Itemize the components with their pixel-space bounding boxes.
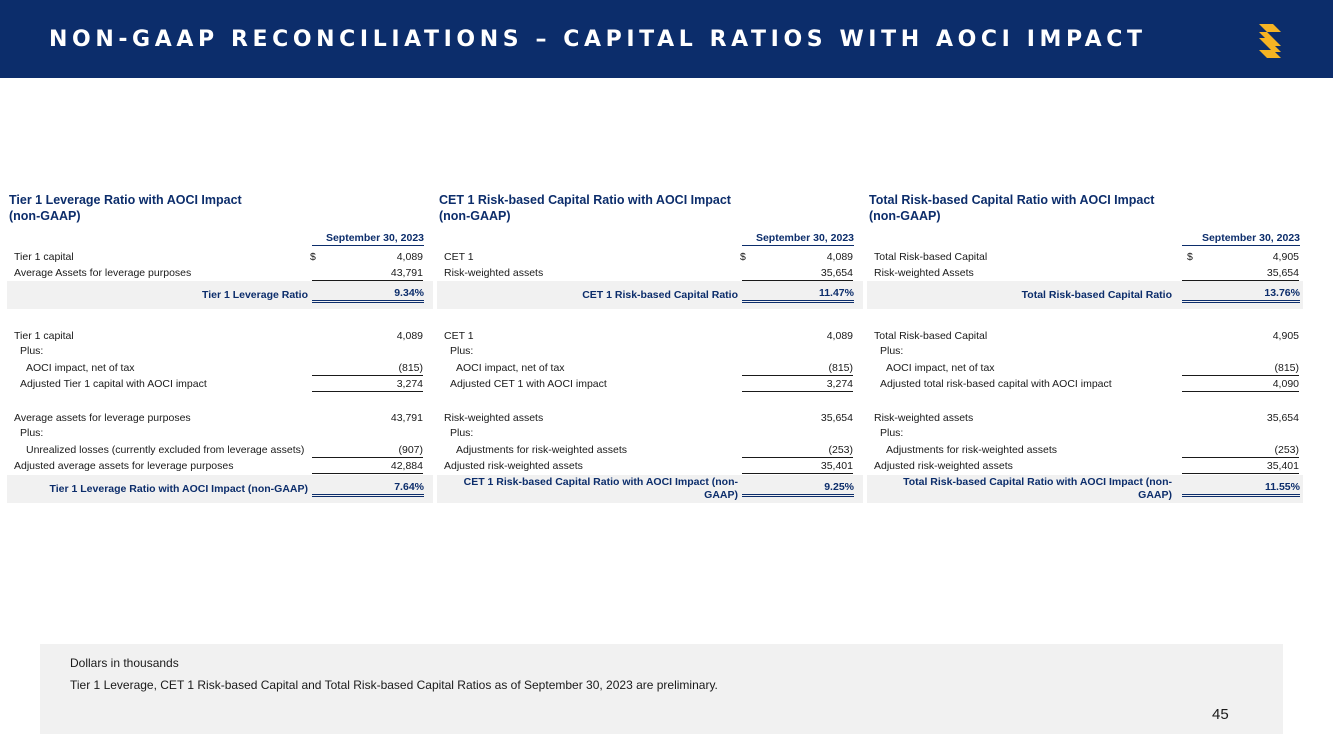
row-label: Plus:: [450, 427, 474, 439]
row-label: Total Risk-based Capital: [874, 330, 988, 342]
row-label: AOCI impact, net of tax: [886, 362, 995, 374]
row-label: Plus:: [20, 427, 44, 439]
panel-title-line1: Tier 1 Leverage Ratio with AOCI Impact: [9, 193, 242, 207]
row-label: Adjusted risk-weighted assets: [874, 460, 1013, 472]
row-label: AOCI impact, net of tax: [26, 362, 135, 374]
row-label: AOCI impact, net of tax: [456, 362, 565, 374]
table-row: [7, 426, 433, 441]
currency-symbol: $: [310, 251, 316, 263]
row-label: Risk-weighted assets: [874, 412, 974, 424]
row-value: 43,791: [390, 412, 423, 424]
ratio-value: 7.64%: [312, 480, 424, 497]
row-label: Adjusted total risk-based capital with AOCI impact: [880, 378, 1112, 390]
panel-title-line1: Total Risk-based Capital Ratio with AOCI Impact: [869, 193, 1155, 207]
ratio-row: [867, 475, 1303, 503]
table-row: [437, 266, 863, 281]
table-row: [437, 344, 863, 359]
row-value: 4,905: [1272, 330, 1299, 342]
panel-title-line2: (non-GAAP): [439, 209, 511, 223]
row-value: 42,884: [312, 459, 423, 474]
row-label: Unrealized losses (currently excluded from leverage assets): [26, 444, 305, 456]
table-row: [7, 344, 433, 359]
panel-title: [869, 192, 1154, 224]
row-value: 3,274: [312, 377, 423, 392]
table-row: [437, 377, 863, 392]
row-label: Plus:: [880, 427, 904, 439]
table-row: [867, 266, 1299, 281]
column-header-date: September 30, 2023: [1182, 232, 1300, 246]
row-label: Tier 1 capital: [14, 330, 74, 342]
row-label: Average Assets for leverage purposes: [14, 267, 192, 279]
table-row: [437, 411, 863, 426]
ratio-label: Total Risk-based Capital Ratio: [1021, 288, 1172, 301]
row-value: 4,090: [1182, 377, 1299, 392]
row-label: Adjustments for risk-weighted assets: [456, 444, 627, 456]
table-row: [867, 344, 1293, 359]
column-header-date: September 30, 2023: [742, 232, 854, 246]
ratio-value: 11.47%: [742, 286, 854, 303]
table-row: [867, 361, 1299, 376]
row-label: Total Risk-based Capital: [874, 251, 988, 263]
table-row: [7, 361, 433, 376]
panel-title-line1: CET 1 Risk-based Capital Ratio with AOCI Impact: [439, 193, 731, 207]
row-value: 4,905: [1272, 251, 1299, 263]
table-row: [437, 426, 863, 441]
table-row: [437, 459, 863, 474]
ratio-value: 11.55%: [1182, 480, 1300, 497]
table-row: [437, 329, 863, 344]
ratio-row: [437, 281, 863, 309]
table-row: [867, 250, 1299, 265]
footnote-units: Dollars in thousands: [70, 656, 179, 670]
row-value: 4,089: [826, 251, 853, 263]
row-label: Average assets for leverage purposes: [14, 412, 191, 424]
ratio-row: [867, 281, 1303, 309]
currency-symbol: $: [740, 251, 746, 263]
row-value: 43,791: [312, 266, 423, 281]
row-value: 35,654: [820, 412, 853, 424]
row-label: Tier 1 capital: [14, 251, 74, 263]
table-row: [7, 329, 433, 344]
row-value: 4,089: [396, 330, 423, 342]
table-row: [7, 459, 433, 474]
panel-title-line2: (non-GAAP): [9, 209, 81, 223]
row-label: Adjusted risk-weighted assets: [444, 460, 583, 472]
ratio-label: Total Risk-based Capital Ratio with AOCI Impact (non-GAAP): [903, 476, 1172, 501]
row-label: Risk-weighted assets: [444, 412, 544, 424]
ratio-row: [7, 475, 433, 503]
table-row: [867, 443, 1299, 458]
ratio-label: CET 1 Risk-based Capital Ratio: [582, 288, 738, 301]
row-value: (815): [312, 361, 423, 376]
currency-symbol: $: [1187, 251, 1193, 263]
row-value: 4,089: [826, 330, 853, 342]
ratio-value: 9.25%: [742, 480, 854, 497]
table-row: [437, 361, 863, 376]
row-value: 35,654: [1182, 266, 1299, 281]
table-row: [437, 443, 863, 458]
row-value: 35,654: [742, 266, 853, 281]
row-value: (907): [312, 443, 423, 458]
slide-header: [0, 0, 1333, 78]
panel-title-line2: (non-GAAP): [869, 209, 941, 223]
row-value: 35,654: [1266, 412, 1299, 424]
row-value: 4,089: [396, 251, 423, 263]
footnote-box: [40, 644, 1283, 734]
ratio-label: CET 1 Risk-based Capital Ratio with AOCI Impact (non-GAAP): [463, 476, 738, 501]
table-row: [867, 426, 1293, 441]
row-label: Adjusted CET 1 with AOCI impact: [450, 378, 607, 390]
row-value: 3,274: [742, 377, 853, 392]
column-header-date: September 30, 2023: [312, 232, 424, 246]
brand-s-logo-icon: [1252, 20, 1288, 62]
table-row: [867, 411, 1299, 426]
table-row: [867, 459, 1299, 474]
page-number: 45: [1212, 706, 1229, 723]
footnote-preliminary: Tier 1 Leverage, CET 1 Risk-based Capital and Total Risk-based Capital Ratios as of September 30, 2023 are preliminary.: [70, 678, 718, 692]
row-label: Plus:: [20, 345, 44, 357]
row-label: Plus:: [880, 345, 904, 357]
row-value: 35,401: [1182, 459, 1299, 474]
row-value: 35,401: [742, 459, 853, 474]
table-row: [867, 377, 1299, 392]
panel-title: [9, 192, 242, 224]
table-row: [7, 250, 433, 265]
ratio-row: [437, 475, 863, 503]
row-label: CET 1: [444, 330, 474, 342]
table-row: [7, 266, 433, 281]
row-label: Plus:: [450, 345, 474, 357]
row-value: (815): [742, 361, 853, 376]
row-value: (253): [742, 443, 853, 458]
row-label: Risk-weighted assets: [444, 267, 544, 279]
row-value: (815): [1182, 361, 1299, 376]
table-row: [7, 443, 433, 458]
ratio-value: 9.34%: [312, 286, 424, 303]
row-label: Adjusted average assets for leverage purposes: [14, 460, 234, 472]
row-value: (253): [1182, 443, 1299, 458]
ratio-label: Tier 1 Leverage Ratio with AOCI Impact (non-GAAP): [49, 482, 308, 495]
ratio-label: Tier 1 Leverage Ratio: [201, 288, 308, 301]
ratio-row: [7, 281, 433, 309]
row-label: CET 1: [444, 251, 474, 263]
ratio-value: 13.76%: [1182, 286, 1300, 303]
row-label: Risk-weighted Assets: [874, 267, 974, 279]
table-row: [7, 411, 433, 426]
panel-title: [439, 192, 731, 224]
row-label: Adjustments for risk-weighted assets: [886, 444, 1057, 456]
row-label: Adjusted Tier 1 capital with AOCI impact: [20, 378, 207, 390]
slide-title: NON-GAAP RECONCILIATIONS – CAPITAL RATIOS WITH AOCI IMPACT: [49, 27, 1147, 52]
table-row: [867, 329, 1299, 344]
table-row: [437, 250, 863, 265]
table-row: [7, 377, 433, 392]
